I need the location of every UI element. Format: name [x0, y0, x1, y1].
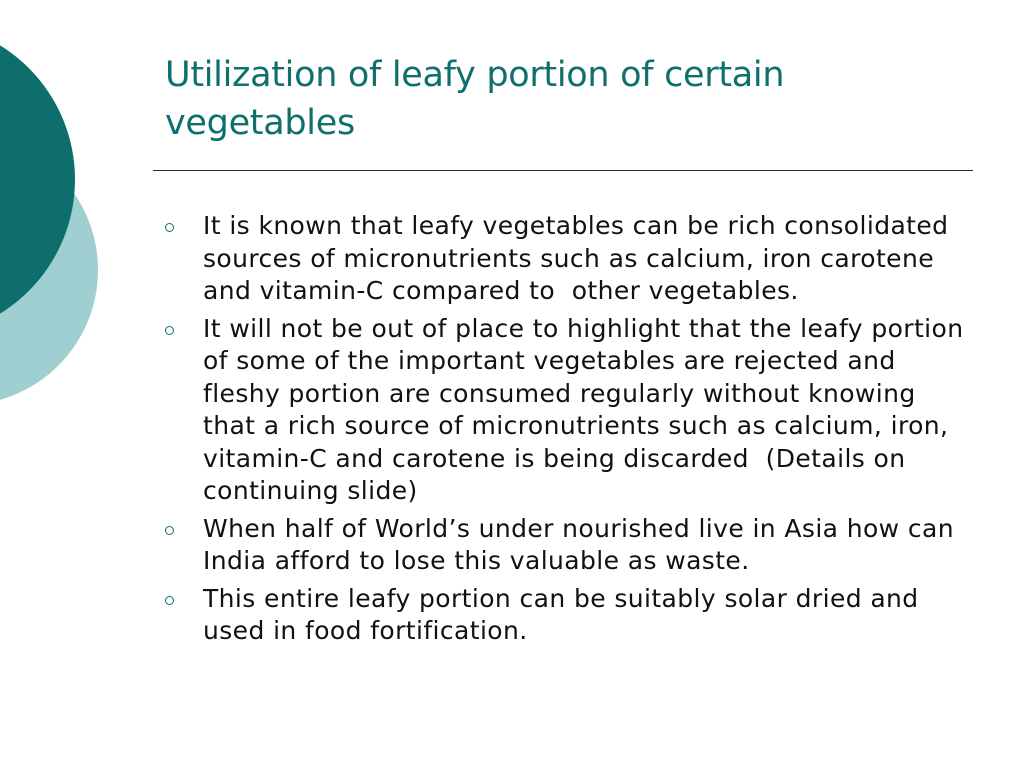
- bullet-item: [165, 210, 965, 308]
- bullet-item: [165, 583, 965, 648]
- bullet-text: This entire leafy portion can be suitably solar dried and used in food fortification.: [203, 583, 927, 645]
- hollow-circle-icon: [165, 596, 174, 605]
- bullet-text: When half of World’s under nourished live in Asia how can India afford to lose this valuable as waste.: [203, 513, 963, 575]
- bullet-text: It is known that leafy vegetables can be rich consolidated sources of micronutrients such as calcium, iron carotene and vitamin-C compared to other vegetables.: [203, 211, 957, 305]
- bullet-text: It will not be out of place to highlight that the leafy portion of some of the important vegetables are rejected and fleshy portion are consumed regularly without knowing that a rich source of micronutrients such as calcium, iron, vitamin-C and carotene is being discarded (Details on continuing slide): [203, 313, 972, 505]
- title-divider: [153, 170, 973, 171]
- bullet-item: [165, 513, 965, 578]
- bullet-item: [165, 313, 972, 508]
- bullet-list: [165, 210, 972, 653]
- hollow-circle-icon: [165, 526, 174, 535]
- slide-title: Utilization of leafy portion of certain vegetables: [165, 55, 785, 143]
- hollow-circle-icon: [165, 223, 174, 232]
- hollow-circle-icon: [165, 326, 174, 335]
